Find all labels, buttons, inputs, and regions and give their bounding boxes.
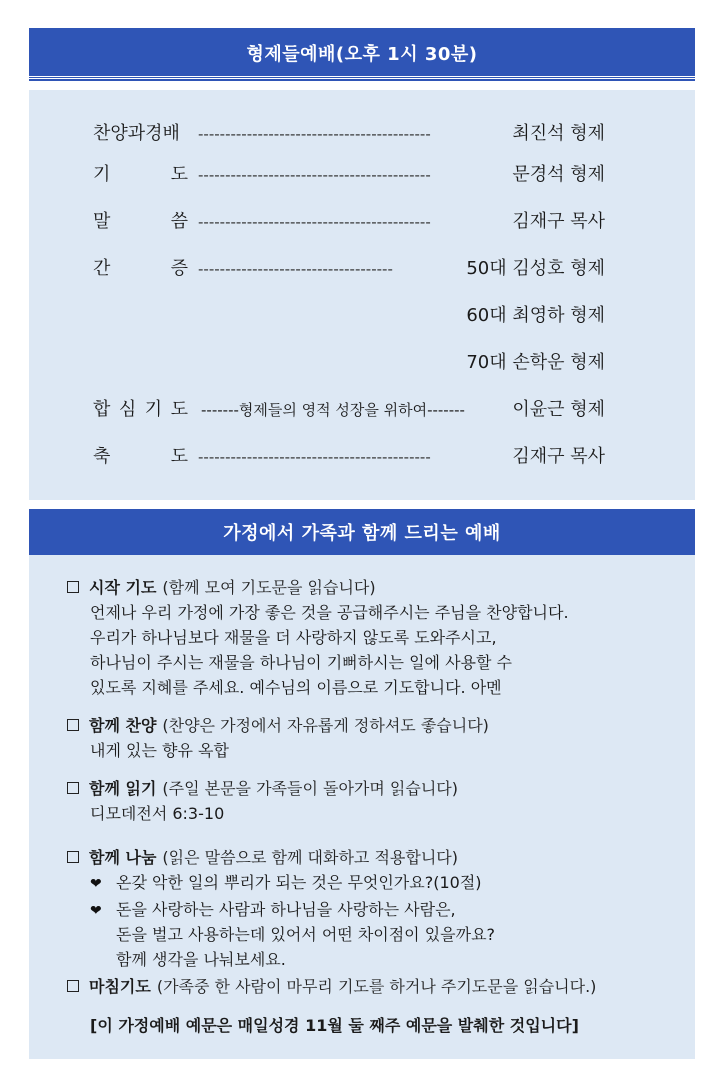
question-line: 온갖 악한 일의 뿌리가 되는 것은 무엇인가요?(10절)	[116, 873, 482, 892]
role-char: 말	[93, 211, 111, 232]
service-role	[93, 162, 188, 188]
section-title: 함께 나눔	[89, 848, 157, 867]
section-note: (찬양은 가정에서 자유롭게 정하셔도 좋습니다)	[162, 716, 489, 735]
service-title: 형제들예배(오후 1시 30분)	[246, 43, 478, 65]
closing-prayer-section	[67, 974, 667, 999]
role-char: 씀	[170, 211, 188, 232]
section-title: 함께 찬양	[89, 716, 157, 735]
prayer-topic: -------형제들의 영적 성장을 위하여-------	[201, 401, 465, 419]
dash-leader: -------------------------------------------	[198, 448, 431, 466]
dash-leader: -------------------------------------------	[198, 166, 431, 184]
service-role: 찬양과경배	[93, 123, 180, 144]
prayer-line: 언제나 우리 가정에 가장 좋은 것을 공급해주시는 주님을 찬양합니다.	[90, 603, 569, 622]
section-title: 시작 기도	[89, 578, 157, 597]
heart-icon: ❤	[90, 903, 102, 919]
service-row	[93, 303, 605, 329]
discussion-question	[67, 897, 667, 972]
dash-leader: -------------------------------------------	[198, 125, 431, 143]
checkbox-icon	[67, 782, 79, 794]
question-line: 돈을 사랑하는 사람과 하나님을 사랑하는 사람은,	[116, 900, 456, 919]
service-banner	[29, 28, 695, 79]
section-note: (읽은 말씀으로 함께 대화하고 적용합니다)	[162, 848, 458, 867]
role-char: 도	[170, 399, 188, 420]
dash-leader: ------------------------------------	[198, 260, 393, 278]
service-person: 이윤근 형제	[512, 399, 605, 420]
praise-section	[67, 713, 667, 763]
order-of-service-panel	[29, 90, 695, 500]
scripture-reference: 디모데전서 6:3-10	[90, 804, 225, 823]
checkbox-icon	[67, 581, 79, 593]
family-worship-title: 가정에서 가족과 함께 드리는 예배	[223, 523, 501, 544]
section-note: (주일 본문을 가족들이 돌아가며 읽습니다)	[162, 779, 458, 798]
role-char: 도	[170, 446, 188, 467]
service-row	[93, 256, 605, 282]
service-person: 70대 손학운 형제	[466, 352, 605, 373]
section-note: (함께 모여 기도문을 읽습니다)	[162, 578, 376, 597]
service-row	[93, 397, 605, 423]
section-note: (가족중 한 사람이 마무리 기도를 하거나 주기도문을 읽습니다.)	[156, 977, 597, 996]
checkbox-icon	[67, 980, 79, 992]
service-role	[93, 444, 188, 470]
role-char: 기	[93, 164, 111, 185]
service-row	[93, 121, 605, 147]
service-row	[93, 444, 605, 470]
question-line: 돈을 벌고 사용하는데 있어서 어떤 차이점이 있을까요?	[116, 925, 496, 944]
service-role	[93, 256, 188, 282]
service-person: 60대 최영하 형제	[466, 305, 605, 326]
opening-prayer-section	[67, 575, 667, 700]
role-char: 간	[93, 258, 111, 279]
service-person: 50대 김성호 형제	[466, 258, 605, 279]
service-row	[93, 350, 605, 376]
service-person: 문경석 형제	[512, 164, 605, 185]
dash-leader: -------------------------------------------	[198, 213, 431, 231]
checkbox-icon	[67, 851, 79, 863]
question-line: 함께 생각을 나눠보세요.	[116, 950, 286, 969]
source-note: [이 가정예배 예문은 매일성경 11월 둘 째주 예문을 발췌한 것입니다]	[90, 1016, 579, 1035]
role-char: 도	[170, 164, 188, 185]
section-title: 마침기도	[89, 977, 151, 996]
role-char: 증	[170, 258, 188, 279]
service-role	[93, 209, 188, 235]
heart-icon: ❤	[90, 876, 102, 892]
hymn-title: 내게 있는 향유 옥합	[90, 741, 229, 760]
service-person: 최진석 형제	[512, 123, 605, 144]
role-char: 심	[118, 399, 137, 420]
sharing-section	[67, 845, 667, 972]
role-char: 기	[144, 399, 163, 420]
discussion-question	[67, 870, 667, 897]
role-char: 축	[93, 446, 111, 467]
service-person: 김재구 목사	[512, 446, 605, 467]
checkbox-icon	[67, 719, 79, 731]
prayer-line: 하나님이 주시는 재물을 하나님이 기뻐하시는 일에 사용할 수	[90, 653, 513, 672]
service-person: 김재구 목사	[512, 211, 605, 232]
role-char: 합	[93, 399, 111, 420]
reading-section	[67, 776, 667, 826]
section-title: 함께 읽기	[89, 779, 157, 798]
service-role	[93, 397, 188, 423]
prayer-line: 있도록 지혜를 주세요. 예수님의 이름으로 기도합니다. 아멘	[90, 678, 502, 697]
prayer-line: 우리가 하나님보다 재물을 더 사랑하지 않도록 도와주시고,	[90, 628, 497, 647]
service-row	[93, 162, 605, 188]
family-worship-banner	[29, 509, 695, 555]
service-row	[93, 209, 605, 235]
